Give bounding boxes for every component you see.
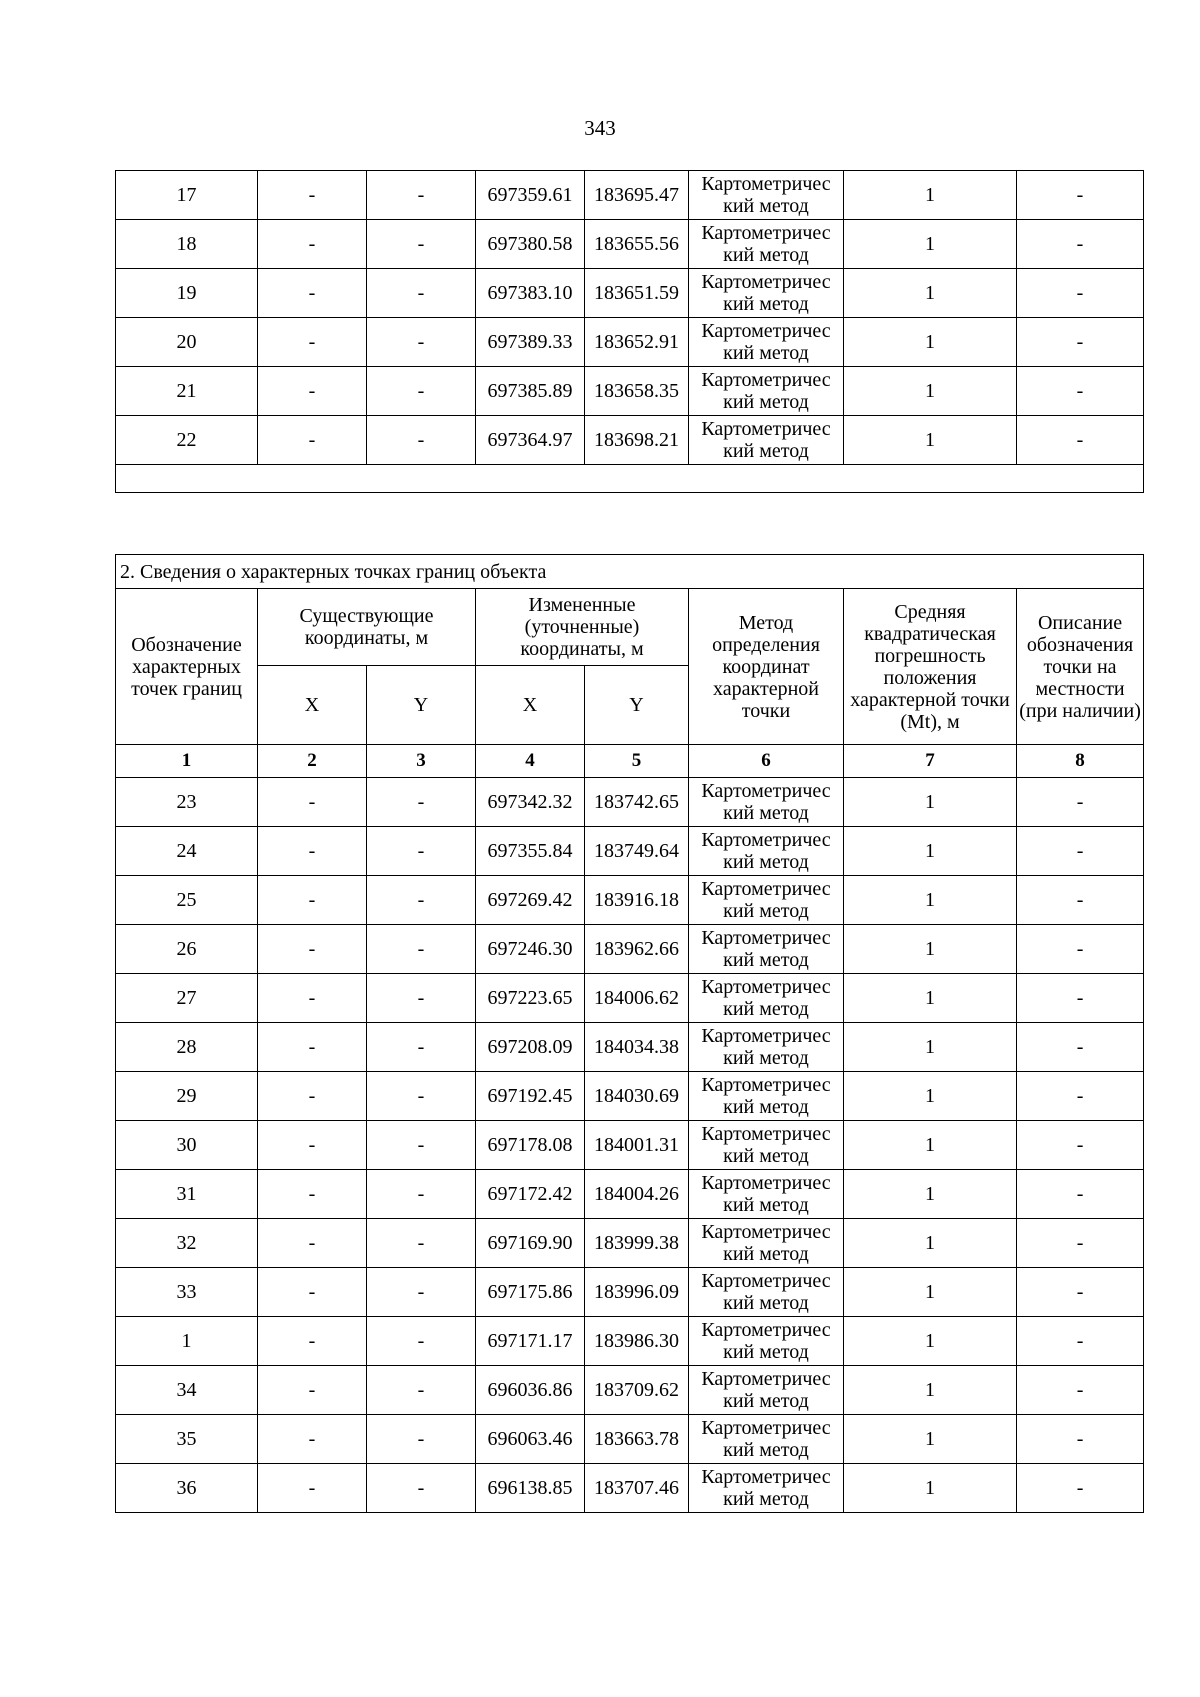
description-cell: - bbox=[1017, 416, 1144, 465]
table-row bbox=[116, 269, 1144, 318]
point-cell: 30 bbox=[116, 1121, 258, 1170]
existing-x-cell: - bbox=[258, 1415, 367, 1464]
description-cell: - bbox=[1017, 269, 1144, 318]
point-cell: 17 bbox=[116, 171, 258, 220]
mt-cell: 1 bbox=[844, 1268, 1017, 1317]
new-x-cell: 697389.33 bbox=[476, 318, 585, 367]
existing-x-cell: - bbox=[258, 1023, 367, 1072]
method-cell: Картометричес кий метод bbox=[689, 367, 844, 416]
existing-x-cell: - bbox=[258, 1170, 367, 1219]
new-y-cell: 184034.38 bbox=[585, 1023, 689, 1072]
table-row bbox=[116, 1464, 1144, 1513]
method-cell: Картометричес кий метод bbox=[689, 827, 844, 876]
mt-cell: 1 bbox=[844, 1219, 1017, 1268]
empty-row bbox=[116, 465, 1144, 493]
existing-y-cell: - bbox=[367, 1072, 476, 1121]
point-cell: 22 bbox=[116, 416, 258, 465]
existing-x-cell: - bbox=[258, 1366, 367, 1415]
method-cell: Картометричес кий метод bbox=[689, 778, 844, 827]
mt-cell: 1 bbox=[844, 416, 1017, 465]
existing-x-cell: - bbox=[258, 318, 367, 367]
column-number: 1 bbox=[116, 745, 258, 778]
point-cell: 1 bbox=[116, 1317, 258, 1366]
table-row bbox=[116, 1023, 1144, 1072]
new-y-cell: 183749.64 bbox=[585, 827, 689, 876]
point-cell: 35 bbox=[116, 1415, 258, 1464]
new-y-cell: 183695.47 bbox=[585, 171, 689, 220]
existing-y-cell: - bbox=[367, 1268, 476, 1317]
description-cell: - bbox=[1017, 1415, 1144, 1464]
point-cell: 26 bbox=[116, 925, 258, 974]
description-cell: - bbox=[1017, 1268, 1144, 1317]
new-x-cell: 697269.42 bbox=[476, 876, 585, 925]
point-cell: 32 bbox=[116, 1219, 258, 1268]
table-row bbox=[116, 876, 1144, 925]
new-y-cell: 183709.62 bbox=[585, 1366, 689, 1415]
header-mean-square-error: Средняя квадратическая погрешность положения характерной точки (Mt), м bbox=[844, 589, 1017, 745]
new-x-cell: 696063.46 bbox=[476, 1415, 585, 1464]
mt-cell: 1 bbox=[844, 269, 1017, 318]
empty-cell bbox=[116, 465, 1144, 493]
mt-cell: 1 bbox=[844, 1464, 1017, 1513]
new-x-cell: 697355.84 bbox=[476, 827, 585, 876]
description-cell: - bbox=[1017, 1023, 1144, 1072]
header-existing-y: Y bbox=[367, 666, 476, 745]
header-changed-x: X bbox=[476, 666, 585, 745]
characteristic-points-table bbox=[115, 554, 1144, 1513]
table-row bbox=[116, 827, 1144, 876]
new-x-cell: 697172.42 bbox=[476, 1170, 585, 1219]
table-row bbox=[116, 171, 1144, 220]
new-y-cell: 183986.30 bbox=[585, 1317, 689, 1366]
new-y-cell: 183996.09 bbox=[585, 1268, 689, 1317]
column-number: 5 bbox=[585, 745, 689, 778]
description-cell: - bbox=[1017, 778, 1144, 827]
method-cell: Картометричес кий метод bbox=[689, 1170, 844, 1219]
table-row bbox=[116, 778, 1144, 827]
description-cell: - bbox=[1017, 1317, 1144, 1366]
new-x-cell: 697359.61 bbox=[476, 171, 585, 220]
existing-x-cell: - bbox=[258, 1464, 367, 1513]
description-cell: - bbox=[1017, 171, 1144, 220]
existing-y-cell: - bbox=[367, 171, 476, 220]
new-x-cell: 697171.17 bbox=[476, 1317, 585, 1366]
new-y-cell: 183999.38 bbox=[585, 1219, 689, 1268]
new-x-cell: 697383.10 bbox=[476, 269, 585, 318]
mt-cell: 1 bbox=[844, 1072, 1017, 1121]
description-cell: - bbox=[1017, 974, 1144, 1023]
header-existing-x: X bbox=[258, 666, 367, 745]
method-cell: Картометричес кий метод bbox=[689, 1121, 844, 1170]
method-cell: Картометричес кий метод bbox=[689, 171, 844, 220]
table-row bbox=[116, 1317, 1144, 1366]
existing-y-cell: - bbox=[367, 318, 476, 367]
new-x-cell: 696138.85 bbox=[476, 1464, 585, 1513]
existing-x-cell: - bbox=[258, 1317, 367, 1366]
existing-x-cell: - bbox=[258, 1219, 367, 1268]
method-cell: Картометричес кий метод bbox=[689, 876, 844, 925]
point-cell: 29 bbox=[116, 1072, 258, 1121]
existing-x-cell: - bbox=[258, 171, 367, 220]
method-cell: Картометричес кий метод bbox=[689, 269, 844, 318]
new-y-cell: 183916.18 bbox=[585, 876, 689, 925]
mt-cell: 1 bbox=[844, 778, 1017, 827]
table-row bbox=[116, 974, 1144, 1023]
new-y-cell: 183655.56 bbox=[585, 220, 689, 269]
existing-x-cell: - bbox=[258, 925, 367, 974]
existing-x-cell: - bbox=[258, 1121, 367, 1170]
new-x-cell: 696036.86 bbox=[476, 1366, 585, 1415]
point-cell: 23 bbox=[116, 778, 258, 827]
point-cell: 24 bbox=[116, 827, 258, 876]
existing-y-cell: - bbox=[367, 1317, 476, 1366]
method-cell: Картометричес кий метод bbox=[689, 1366, 844, 1415]
new-y-cell: 184004.26 bbox=[585, 1170, 689, 1219]
table-row bbox=[116, 318, 1144, 367]
header-changed-coordinates: Измененные (уточненные) координаты, м bbox=[476, 589, 689, 666]
new-y-cell: 183663.78 bbox=[585, 1415, 689, 1464]
mt-cell: 1 bbox=[844, 827, 1017, 876]
existing-y-cell: - bbox=[367, 827, 476, 876]
existing-y-cell: - bbox=[367, 367, 476, 416]
point-cell: 33 bbox=[116, 1268, 258, 1317]
mt-cell: 1 bbox=[844, 318, 1017, 367]
new-x-cell: 697178.08 bbox=[476, 1121, 585, 1170]
existing-x-cell: - bbox=[258, 1072, 367, 1121]
existing-x-cell: - bbox=[258, 367, 367, 416]
description-cell: - bbox=[1017, 1366, 1144, 1415]
method-cell: Картометричес кий метод bbox=[689, 1268, 844, 1317]
table-row bbox=[116, 1072, 1144, 1121]
new-y-cell: 183707.46 bbox=[585, 1464, 689, 1513]
description-cell: - bbox=[1017, 1072, 1144, 1121]
description-cell: - bbox=[1017, 367, 1144, 416]
table-row bbox=[116, 1219, 1144, 1268]
point-cell: 18 bbox=[116, 220, 258, 269]
mt-cell: 1 bbox=[844, 1023, 1017, 1072]
mt-cell: 1 bbox=[844, 1415, 1017, 1464]
table-row bbox=[116, 1121, 1144, 1170]
new-x-cell: 697192.45 bbox=[476, 1072, 585, 1121]
existing-y-cell: - bbox=[367, 416, 476, 465]
column-number: 7 bbox=[844, 745, 1017, 778]
point-cell: 36 bbox=[116, 1464, 258, 1513]
column-number: 6 bbox=[689, 745, 844, 778]
existing-y-cell: - bbox=[367, 778, 476, 827]
method-cell: Картометричес кий метод bbox=[689, 1219, 844, 1268]
method-cell: Картометричес кий метод bbox=[689, 1317, 844, 1366]
description-cell: - bbox=[1017, 318, 1144, 367]
description-cell: - bbox=[1017, 925, 1144, 974]
table-row bbox=[116, 1415, 1144, 1464]
new-x-cell: 697385.89 bbox=[476, 367, 585, 416]
table-row bbox=[116, 1268, 1144, 1317]
mt-cell: 1 bbox=[844, 1121, 1017, 1170]
column-number: 8 bbox=[1017, 745, 1144, 778]
new-x-cell: 697364.97 bbox=[476, 416, 585, 465]
description-cell: - bbox=[1017, 220, 1144, 269]
point-cell: 31 bbox=[116, 1170, 258, 1219]
new-y-cell: 183658.35 bbox=[585, 367, 689, 416]
new-y-cell: 183698.21 bbox=[585, 416, 689, 465]
column-number: 3 bbox=[367, 745, 476, 778]
existing-y-cell: - bbox=[367, 1121, 476, 1170]
new-y-cell: 183651.59 bbox=[585, 269, 689, 318]
new-x-cell: 697380.58 bbox=[476, 220, 585, 269]
method-cell: Картометричес кий метод bbox=[689, 318, 844, 367]
existing-x-cell: - bbox=[258, 220, 367, 269]
point-cell: 25 bbox=[116, 876, 258, 925]
table-row bbox=[116, 1170, 1144, 1219]
existing-x-cell: - bbox=[258, 269, 367, 318]
new-y-cell: 184006.62 bbox=[585, 974, 689, 1023]
table1-body bbox=[116, 171, 1144, 493]
existing-x-cell: - bbox=[258, 876, 367, 925]
new-x-cell: 697246.30 bbox=[476, 925, 585, 974]
table-row bbox=[116, 925, 1144, 974]
new-x-cell: 697208.09 bbox=[476, 1023, 585, 1072]
coordinates-table-continued bbox=[115, 170, 1144, 493]
existing-x-cell: - bbox=[258, 416, 367, 465]
method-cell: Картометричес кий метод bbox=[689, 1072, 844, 1121]
point-cell: 20 bbox=[116, 318, 258, 367]
new-y-cell: 183652.91 bbox=[585, 318, 689, 367]
existing-y-cell: - bbox=[367, 1023, 476, 1072]
existing-x-cell: - bbox=[258, 778, 367, 827]
header-description: Описание обозначения точки на местности (при наличии) bbox=[1017, 589, 1144, 745]
method-cell: Картометричес кий метод bbox=[689, 925, 844, 974]
table-row bbox=[116, 416, 1144, 465]
new-y-cell: 184030.69 bbox=[585, 1072, 689, 1121]
existing-y-cell: - bbox=[367, 876, 476, 925]
existing-x-cell: - bbox=[258, 974, 367, 1023]
mt-cell: 1 bbox=[844, 367, 1017, 416]
column-number: 2 bbox=[258, 745, 367, 778]
existing-y-cell: - bbox=[367, 220, 476, 269]
header-point-designation: Обозначение характерных точек границ bbox=[116, 589, 258, 745]
table-row bbox=[116, 220, 1144, 269]
description-cell: - bbox=[1017, 827, 1144, 876]
new-y-cell: 183742.65 bbox=[585, 778, 689, 827]
description-cell: - bbox=[1017, 876, 1144, 925]
header-method: Метод определения координат характерной точки bbox=[689, 589, 844, 745]
mt-cell: 1 bbox=[844, 974, 1017, 1023]
mt-cell: 1 bbox=[844, 220, 1017, 269]
page-number: 343 bbox=[584, 116, 616, 140]
table-title: 2. Сведения о характерных точках границ объекта bbox=[116, 555, 1144, 589]
description-cell: - bbox=[1017, 1464, 1144, 1513]
existing-y-cell: - bbox=[367, 1415, 476, 1464]
new-x-cell: 697175.86 bbox=[476, 1268, 585, 1317]
new-x-cell: 697169.90 bbox=[476, 1219, 585, 1268]
method-cell: Картометричес кий метод bbox=[689, 220, 844, 269]
mt-cell: 1 bbox=[844, 1366, 1017, 1415]
header-existing-coordinates: Существующие координаты, м bbox=[258, 589, 476, 666]
table-row bbox=[116, 367, 1144, 416]
mt-cell: 1 bbox=[844, 925, 1017, 974]
mt-cell: 1 bbox=[844, 876, 1017, 925]
point-cell: 21 bbox=[116, 367, 258, 416]
existing-x-cell: - bbox=[258, 1268, 367, 1317]
table2-body bbox=[116, 778, 1144, 1513]
existing-y-cell: - bbox=[367, 1464, 476, 1513]
new-y-cell: 183962.66 bbox=[585, 925, 689, 974]
method-cell: Картометричес кий метод bbox=[689, 974, 844, 1023]
method-cell: Картометричес кий метод bbox=[689, 416, 844, 465]
existing-x-cell: - bbox=[258, 827, 367, 876]
method-cell: Картометричес кий метод bbox=[689, 1023, 844, 1072]
existing-y-cell: - bbox=[367, 974, 476, 1023]
existing-y-cell: - bbox=[367, 1219, 476, 1268]
column-number: 4 bbox=[476, 745, 585, 778]
method-cell: Картометричес кий метод bbox=[689, 1415, 844, 1464]
new-x-cell: 697342.32 bbox=[476, 778, 585, 827]
point-cell: 19 bbox=[116, 269, 258, 318]
method-cell: Картометричес кий метод bbox=[689, 1464, 844, 1513]
point-cell: 28 bbox=[116, 1023, 258, 1072]
mt-cell: 1 bbox=[844, 1317, 1017, 1366]
existing-y-cell: - bbox=[367, 269, 476, 318]
existing-y-cell: - bbox=[367, 1366, 476, 1415]
new-x-cell: 697223.65 bbox=[476, 974, 585, 1023]
mt-cell: 1 bbox=[844, 171, 1017, 220]
point-cell: 34 bbox=[116, 1366, 258, 1415]
description-cell: - bbox=[1017, 1121, 1144, 1170]
description-cell: - bbox=[1017, 1219, 1144, 1268]
existing-y-cell: - bbox=[367, 925, 476, 974]
new-y-cell: 184001.31 bbox=[585, 1121, 689, 1170]
existing-y-cell: - bbox=[367, 1170, 476, 1219]
point-cell: 27 bbox=[116, 974, 258, 1023]
table-row bbox=[116, 1366, 1144, 1415]
mt-cell: 1 bbox=[844, 1170, 1017, 1219]
description-cell: - bbox=[1017, 1170, 1144, 1219]
header-changed-y: Y bbox=[585, 666, 689, 745]
